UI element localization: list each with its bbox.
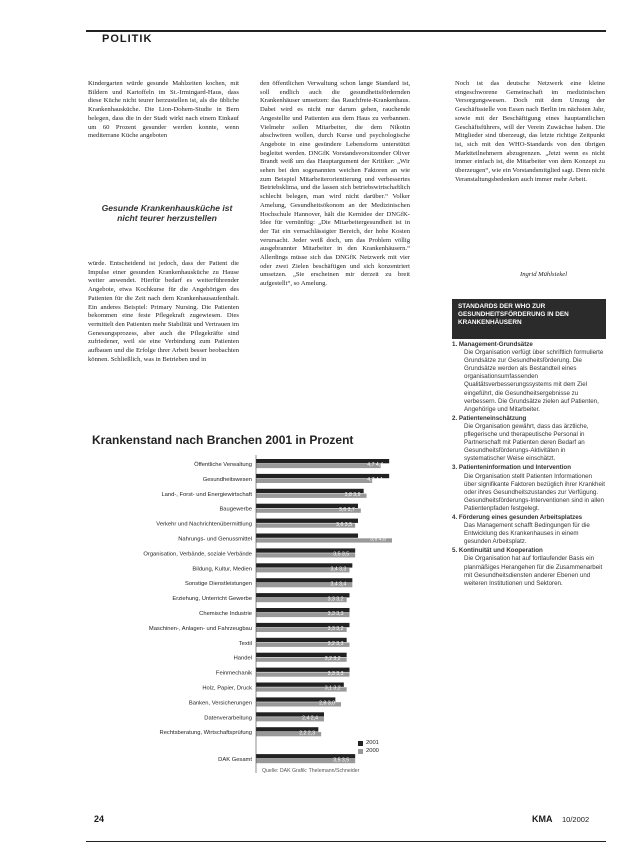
legend-entry-2001: [358, 740, 379, 746]
sidebar-item: [452, 415, 606, 464]
data-label: 3,4 3,4: [330, 581, 347, 588]
sidebar-item-title: 1. Management-Grundsätze: [452, 341, 533, 348]
article-column-2: [260, 80, 410, 289]
legend-entry-2000: [358, 748, 379, 754]
data-label: 3,4 3,3: [330, 566, 347, 573]
data-label: 3,6 3,7: [338, 506, 355, 513]
footer-rule: [86, 841, 606, 842]
bar-2000: [256, 479, 372, 483]
sidebar-item: [452, 464, 606, 513]
data-label: 3,8 3,9: [344, 492, 361, 498]
data-label: 3,3 3,3: [327, 611, 344, 618]
footer-brand: KMA: [532, 814, 553, 824]
data-label: 3,1 3,2: [324, 685, 341, 692]
sidebar-item-body: Die Organisation stellt Patienten Informationen über signifikante Faktoren bezüglich ihrer Krankheit oder ihres Gesundheitszustandes zur Verfügung. Gesundheitsförderungs-Interventionen sind in allen Patientenpfaden festgelegt.: [464, 472, 606, 512]
category-label: Erziehung, Unterricht Gewerbe: [172, 596, 252, 603]
sidebar-item-body: Die Organisation verfügt über schriftlich formulierte Grundsätze zur Gesundheitsförderung. Die Grundsätze werden als Bestandteil eines organisationsumfassenden Qualitätsverbesserungssystems mit dem Ziel eingeführt, die Gesundheitsergebnisse zu verbessern. Die Grundsätze zielen auf Patienten, Angehörige und Mitarbeiter.: [464, 349, 604, 413]
data-label: 2,8 3,0: [319, 700, 335, 707]
data-label: 3,3 3,2: [327, 626, 344, 633]
chart-title: Krankenstand nach Branchen 2001 in Prozent: [92, 433, 354, 447]
article-paragraph: den öffentlichen Verwaltung schon lange Standard ist, soll endlich auch die gesundheitsfördernden Krankenhäuser umsetzen: das Rauchfreie-Krankenhaus. Dabei wird es nicht nur darum gehen, rauchende Angestellte und Patienten aus dem Haus zu verbannen. Vielmehr sollen Mitarbeiter, die dem Nikotin abschwören wollen, durch Kurse und psychologische Angebote in eine gesündere Lebensform unterstützt begleitet werden. DNGfK Vorstandsvorsitzender Oliver Brandt weiß um das Hauptargument der Kritiker: „Wir sehen bei den sogenannten weichen Faktoren an wie zum Beispiel Mitarbeiterorientierung und verbessertes Betriebsklima, und die lassen sich betriebswirtschaftlich schlecht belegen, man wird nicht darüber.“ Volker Amelung, Gesundheitsökonom an der Medizinischen Hochschule Hannover, hält die Kernidee der DNGfK-Idee für vernünftig: „Die Mitarbeitergesundheit ist in der Tat ein vernachlässigter Bereich, der hohe Kosten verursacht. Jeder weiß doch, um das Problem völlig ausgebrannter Mitarbeiter in den Krankenhäusern.“ Allerdings müsse sich das DNGfK Netzwerk mit vier oder zwei Zielen beschäftigen und sich konzentriert umsetzen. „Sie erscheinen mir derzeit zu breit aufgestellt“, so Amelung.: [260, 80, 410, 288]
sidebar-item-title: 3. Patienteninformation und Intervention: [452, 464, 571, 472]
category-label: Baugewerbe: [219, 506, 252, 513]
article-column-3: [455, 80, 605, 184]
data-label: 2,2 2,3: [299, 730, 316, 737]
data-label: 3,6 4,8: [370, 536, 386, 543]
category-label: Chemische Industrie: [199, 611, 252, 617]
category-label: Sonstige Dienstleistungen: [184, 581, 252, 588]
sidebar-list: [452, 341, 606, 589]
category-label: Textil: [238, 640, 252, 647]
chart-legend: [358, 740, 379, 756]
legend-label: 2000: [366, 748, 379, 754]
sidebar-item-body: Die Organisation hat auf fortlaufender Basis ein planmäßiges Herangehen für die Zusammenarbeit mit Gesundheitsdiensten anderer Ebenen und weiteren Institutionen und Sektoren.: [464, 555, 603, 587]
data-label: 4,7 4,4: [367, 462, 384, 469]
sidebar-item: [452, 514, 606, 546]
category-label: Holz, Papier, Druck: [202, 685, 252, 692]
pull-quote: Gesunde Krankenhausküche ist nicht teurer herzustellen: [101, 203, 233, 224]
article-column-1-bottom: [88, 260, 239, 364]
article-paragraph: würde. Entscheidend ist jedoch, dass der Patient die Impulse einer gesunden Krankenhausküche zu Hause weiter anwendet. Hierfür bedarf es weiterführender Angebote, etwa Kochkurse für die Angehörigen des Patienten für die Zeit nach dem Krankenhausaufenthalt. Ein anderes Beispiel: Primary Nursing. Die Patienten bekommen eine feste Pflegekraft zugewiesen. Dies vermittelt den Patienten mehr Stabilität und Vertrauen im Genesungsprozess, aber auch die Pflegekräfte sind zufriedener, weil sie eine Verbindung zum Patienten aufbauen und die Erfolge ihrer Arbeit besser beobachten können. Schließlich, was in Betrieben und in: [88, 260, 239, 363]
category-label: Verkehr und Nachrichtenübermittlung: [156, 521, 252, 528]
data-label: 3,5 3,5: [333, 757, 350, 764]
article-paragraph: Kindergarten würde gesunde Mahlzeiten kochen, mit Bildern und Kartoffeln im St.-Irmingard-Haus, dass diese Küche nicht teurer herzustellen ist, als die übliche Krankenhausküche. Die Lion-Dohem-Studie in Bern belegen, dass die in der Stadt wirkt nach einem Einkauf um 60 Prozent gesunder werden konnte, wenn mediterrane Küche angeboten: [88, 80, 239, 140]
sidebar-item-title: 5. Kontinuität und Kooperation: [452, 547, 543, 555]
sidebar-item: [452, 547, 606, 587]
category-label: Land-, Forst- und Energiewirtschaft: [161, 491, 252, 498]
sidebar-title: STANDARDS DER WHO ZUR GESUNDHEITSFÖRDERUNG IN DEN KRANKENHÄUSERN: [452, 299, 606, 339]
category-label: Handel: [233, 655, 252, 662]
page-number: 24: [94, 814, 105, 824]
legend-swatch: [358, 749, 363, 754]
sidebar-item-title: 4. Förderung eines gesunden Arbeitsplatzes: [452, 513, 583, 521]
sidebar-item-title: 2. Patienteneinschätzung: [452, 414, 527, 422]
category-label: Organisation, Verbände, soziale Verbände: [143, 551, 252, 558]
category-label: DAK Gesamt: [218, 757, 252, 764]
article-paragraph: Noch ist das deutsche Netzwerk eine kleine eingeschworene Gemeinschaft im medizinischen Versorgungswesen. Doch mit dem Umzug der Geschäftsstelle von Essen nach Berlin im nächsten Jahr, sowie mit der Beschäftigung eines hauptamtlichen Geschäftsführers, will der Verein Zuwächse haben. Die Mitglieder sind überzeugt, das letzte richtige Zeitpunkt ist, sich mit den WHO-Standards von den übrigen Marktteilnehmern abzugrenzen. „Jetzt wenn es nicht immer einfach ist, die Mitarbeiter von dem Konzept zu überzeugen“, wie ein Vorstandsmitglied sagt. Denn nicht Veranstaltungsbedenken auch immer mehr Arbeit.: [455, 80, 605, 183]
category-label: Feinmechanik: [215, 670, 252, 677]
bar-chart: [92, 455, 442, 775]
legend-label: 2001: [366, 740, 379, 746]
header-rule: [86, 30, 606, 46]
data-label: 3,6 3,5: [336, 521, 352, 528]
category-label: Rechtsberatung, Wirtschaftsprüfung: [159, 730, 252, 737]
chart-source: Quelle: DAK Grafik: Thelemann/Schneider: [262, 768, 360, 774]
sidebar-item: [452, 341, 606, 414]
legend-swatch: [358, 741, 363, 746]
category-label: Datenverarbeitung: [204, 715, 252, 722]
data-label: 2,4 2,4: [302, 715, 318, 722]
data-label: 3,2 3,2: [324, 655, 341, 662]
author-signature: Ingrid Mühlsiekel: [520, 271, 568, 278]
category-label: Gesundheitswesen: [202, 476, 252, 483]
category-label: Maschinen-, Anlagen- und Fahrzeugbau: [148, 625, 252, 632]
sidebar-item-body: Das Management schafft Bedingungen für die Entwicklung des Krankenhauses in einem gesunden Arbeitsplatz.: [464, 522, 590, 546]
bar-2001: [256, 534, 358, 538]
category-label: Banken, Versicherungen: [188, 700, 252, 707]
chart-area: [92, 455, 442, 775]
data-label: 4,7 4,1: [367, 477, 384, 484]
category-label: Nahrungs- und Genussmittel: [178, 536, 252, 543]
data-label: 3,3 3,2: [327, 596, 344, 603]
data-label: 3,2 3,3: [327, 641, 344, 647]
footer-issue: 10/2002: [562, 815, 590, 824]
category-label: Bildung, Kultur, Medien: [192, 566, 252, 573]
section-label: POLITIK: [96, 33, 158, 45]
sidebar-item-body: Die Organisation gewährt, dass das ärztliche, pflegerische und therapeutische Personal in Partnerschaft mit Patienten deren Bedarf an Gesundheitsförderungs-Aktivitäten in systematischer Weise einschätzt.: [464, 422, 589, 463]
article-column-1-top: [88, 80, 239, 141]
data-label: 3,5 3,5: [333, 551, 350, 558]
category-label: Öffentliche Verwaltung: [194, 462, 252, 468]
data-label: 3,3 3,3: [327, 670, 344, 677]
